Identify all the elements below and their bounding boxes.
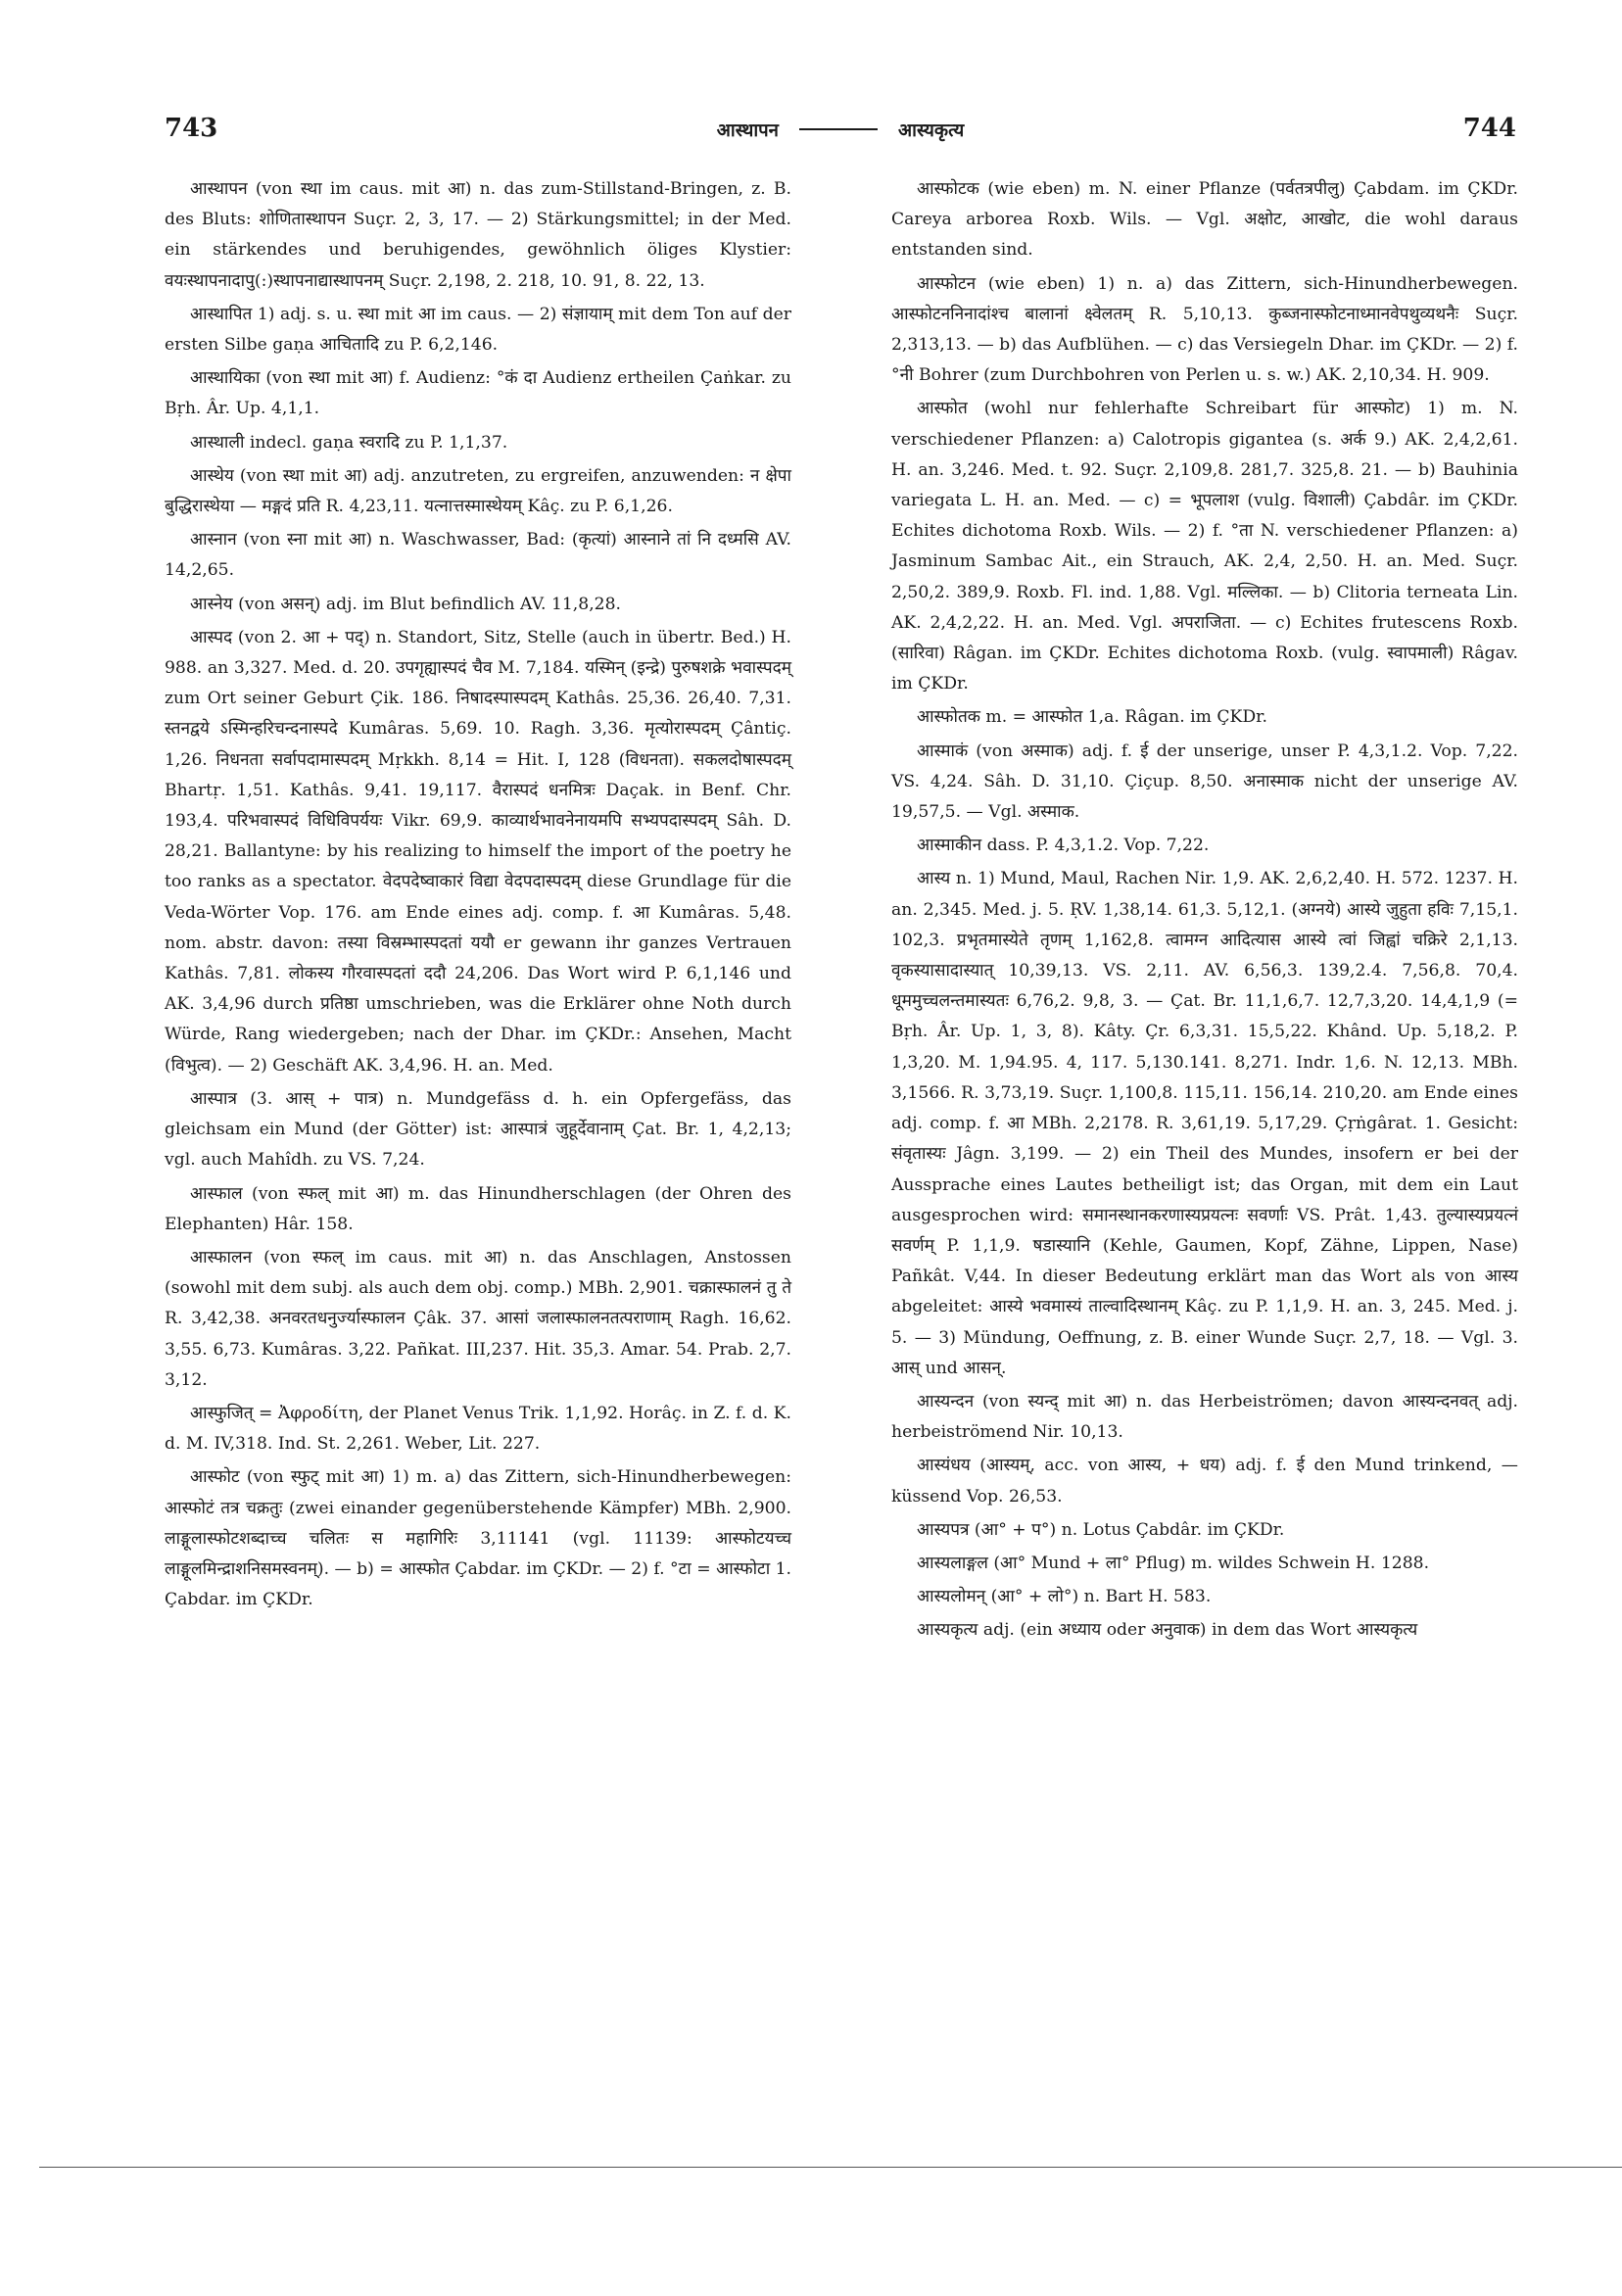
page-header — [165, 114, 1516, 153]
entry-asthapana: आस्थापन (von स्था im caus. mit आ) n. das zum-Stillstand-Bringen, z. B. des Bluts: शोणितास्थापन Suçr. 2, 3, 17. — 2) Stärkungsmittel; in der Med. ein stärkendes und beruhigendes, gewöhnlich öliges Klystier: वयःस्थापनादापु(:)स्थापनाद्यास्थापनम् Suçr. 2,198, 2. 218, 10. 91, 8. 22, 13. — [165, 179, 791, 291]
entry-asyaloman: आस्यलोमन् (आ° + लो°) n. Bart H. 583. — [917, 1587, 1212, 1607]
entry-asyamdhaya: आस्यंधय (आस्यम्, acc. von आस्य, + धय) adj. f. ई den Mund trinkend, — küssend Vop. 26,53. — [891, 1456, 1518, 1507]
entry-asyapatra: आस्यपत्र (आ° + प°) n. Lotus Çabdâr. im ÇKDr. — [917, 1519, 1285, 1540]
title-dash — [799, 128, 878, 130]
entry-asphotaka-2: आस्फोतक m. = आस्फोत 1,a. Râgan. im ÇKDr. — [917, 707, 1267, 728]
right-column — [891, 174, 1518, 1650]
entry-astheya: आस्थेय (von स्था mit आ) adj. anzutreten, zu ergreifen, anzuwenden: न क्षेपा बुद्धिरास्थेया — मङ्गदं प्रति R. 4,23,11. यत्नात्तस्मास्थेयम् Kâç. zu P. 6,1,26. — [165, 465, 791, 517]
entry-asphala: आस्फाल (von स्फल् mit आ) m. das Hinundherschlagen (der Ohren des Elephanten) Hâr. 158. — [165, 1183, 791, 1234]
page-number-left: 743 — [165, 114, 218, 143]
running-title-left: आस्थापन — [716, 120, 779, 141]
entry-asphujit: आस्फुजित् = Ἀφροδίτη, der Planet Venus Trik. 1,1,92. Horâç. in Z. f. d. K. d. M. IV,318. Ind. St. 2,261. Weber, Lit. 227. — [165, 1403, 791, 1455]
entry-asyandana: आस्यन्दन (von स्यन्द् mit आ) n. das Herbeiströmen; davon आस्यन्दनवत् adj. herbeiströmend Nir. 10,13. — [891, 1391, 1518, 1443]
entry-asthapita: आस्थापित 1) adj. s. u. स्था mit आ im caus. — 2) संज्ञायाम् mit dem Ton auf der ersten Silbe gaṇa आचितादि zu P. 6,2,146. — [165, 304, 791, 356]
entry-asphota: आस्फोट (von स्फुट् mit आ) 1) m. a) das Zittern, sich-Hinundherbewegen: आस्फोटं तत्र चक्रतुः (zwei einander gegenüberstehende Kämpfer) MBh. 2,900. लाङ्गूलास्फोटशब्दाच्च चलितः स महागिरिः 3,11141 (vgl. 11139: आस्फोटयच्च लाङ्गूलमिन्द्राशनिसमस्वनम्). — b) = आस्फोत Çabdar. im ÇKDr. — 2) f. °टा = आस्फोटा 1. Çabdar. im ÇKDr. — [165, 1467, 792, 1610]
entry-asphotana: आस्फोटन (wie eben) 1) n. a) das Zittern, sich-Hinundherbewegen. आस्फोटननिनादांश्च बालानां क्ष्वेलतम् R. 5,10,13. कुब्जनास्फोटनाध्मानवेपथुव्यथनैः Suçr. 2,313,13. — b) das Aufblühen. — c) das Versiegeln Dhar. im ÇKDr. — 2) f. °नी Bohrer (zum Durchbohren von Perlen u. s. w.) AK. 2,10,34. H. 909. — [891, 273, 1518, 386]
running-title-right: आस्यकृत्य — [898, 120, 965, 141]
left-column — [165, 174, 791, 1618]
entry-asnana: आस्नान (von स्ना mit आ) n. Waschwasser, Bad: (कृत्यां) आस्नाने तां नि दध्मसि AV. 14,2,65. — [165, 530, 791, 581]
entry-asmakina: आस्माकीन dass. P. 4,3,1.2. Vop. 7,22. — [917, 836, 1210, 856]
entry-asthali: आस्थाली indecl. gaṇa स्वरादि zu P. 1,1,37. — [190, 432, 508, 453]
entry-asneya: आस्नेय (von असन्) adj. im Blut befindlich AV. 11,8,28. — [190, 594, 622, 614]
entry-aspatra: आस्पात्र (3. आस् + पात्र) n. Mundgefäss d. h. ein Opfergefäss, das gleichsam ein Mund (der Götter) ist: आस्पात्रं जुहूर्देवानाम् Çat. Br. 1, 4,2,13; vgl. auch Mahîdh. zu VS. 7,24. — [165, 1088, 791, 1171]
running-title — [165, 114, 1516, 143]
entry-asthayika: आस्थायिका (von स्था mit आ) f. Audienz: °कं दा Audienz ertheilen Çaṅkar. zu Bṛh. Âr. Up. 4,1,1. — [165, 368, 791, 419]
entry-asphotaka: आस्फोटक (wie eben) m. N. einer Pflanze (पर्वतत्रपीलु) Çabdam. im ÇKDr. Careya arborea Roxb. Wils. — Vgl. अक्षोट, आखोट, die wohl daraus entstanden sind. — [891, 179, 1518, 261]
entry-asphota-2: आस्फोत (wohl nur fehlerhafte Schreibart für आस्फोट) 1) m. N. verschiedener Pflanzen: a) Calotropis gigantea (s. अर्क 9.) AK. 2,4,2,61. H. an. 3,246. Med. t. 92. Suçr. 2,109,8. 281,7. 325,8. 21. — b) Bauhinia variegata L. H. an. Med. — c) = भूपलाश (vulg. विशाली) Çabdâr. im ÇKDr. Echites dichotoma Roxb. Wils. — 2) f. °ता N. verschiedener Pflanzen: a) Jasminum Sambac Ait., ein Strauch, AK. 2,4, 2,50. H. an. Med. Suçr. 2,50,2. 389,9. Roxb. Fl. ind. 1,88. Vgl. मल्लिका. — b) Clitoria terneata Lin. AK. 2,4,2,22. H. an. Med. Vgl. अपराजिता. — c) Echites frutescens Roxb. (सारिवा) Râgan. im ÇKDr. Echites dichotoma Roxb. (vulg. स्वापमाली) Râgav. im ÇKDr. — [891, 399, 1518, 694]
entry-asphalana: आस्फालन (von स्फल् im caus. mit आ) n. das Anschlagen, Anstossen (sowohl mit dem subj. als auch dem obj. comp.) MBh. 2,901. चक्रास्फालनं तु ते R. 3,42,38. अनवरतधनुर्ज्यास्फालन Çâk. 37. आसां जलास्फालनतत्पराणाम् Ragh. 16,62. 3,55. 6,73. Kumâras. 3,22. Pañkat. III,237. Hit. 35,3. Amar. 54. Prab. 2,7. 3,12. — [165, 1247, 791, 1390]
entry-asyakrtya: आस्यकृत्य adj. (ein अध्याय oder अनुवाक) in dem das Wort आस्यकृत्य — [917, 1620, 1418, 1641]
entry-asyalangala: आस्यलाङ्गल (आ° Mund + ला° Pflug) m. wildes Schwein H. 1288. — [917, 1553, 1430, 1573]
entry-asya: आस्य n. 1) Mund, Maul, Rachen Nir. 1,9. AK. 2,6,2,40. H. 572. 1237. H. an. 2,345. Med. j. 5. ṚV. 1,38,14. 61,3. 5,12,1. (अग्नये) आस्ये जुहुता हविः 7,15,1. 102,3. प्रभृतमास्येते तृणम् 1,162,8. त्वामग्न आदित्यास आस्ये त्वां जिह्वां चक्रिरे 2,1,13. वृकस्यासादास्यात् 10,39,13. VS. 2,11. AV. 6,56,3. 139,2.4. 7,56,8. 70,4. धूममुच्चलन्तमास्यतः 6,76,2. 9,8, 3. — Çat. Br. 11,1,6,7. 12,7,3,20. 14,4,1,9 (= Bṛh. Âr. Up. 1, 3, 8). Kâty. Çr. 6,3,31. 15,5,22. Khând. Up. 5,18,2. P. 1,3,20. M. 1,94.95. 4, 117. 5,130.141. 8,271. Indr. 1,6. N. 12,13. MBh. 3,1566. R. 3,73,19. Suçr. 1,100,8. 115,11. 156,14. 210,20. am Ende eines adj. comp. f. आ MBh. 2,2178. R. 3,61,19. 5,17,29. Çṛṅgârat. 1. Gesicht: संवृतास्यः Jâgn. 3,199. — 2) ein Theil des Mundes, insofern er bei der Aussprache eines Lautes betheiligt ist; das Organ, mit dem ein Laut ausgesprochen wird: समानस्थानकरणास्यप्रयत्नः सवर्णाः VS. Prât. 1,43. तुल्यास्यप्रयत्नं सवर्णम् P. 1,1,9. षडास्यानि (Kehle, Gaumen, Kopf, Zähne, Lippen, Nase) Pañkât. V,44. In dieser Bedeutung erklärt man das Wort als von आस्य abgeleitet: आस्ये भवमास्यं ताल्वादिस्थानम् Kâç. zu P. 1,1,9. H. an. 3, 245. Med. j. 5. — 3) Mündung, Oeffnung, z. B. einer Wunde Suçr. 2,7, 18. — Vgl. 3. आस् und आसन्. — [891, 869, 1518, 1378]
entry-aspada: आस्पद (von 2. आ + पद्) n. Standort, Sitz, Stelle (auch in übertr. Bed.) H. 988. an 3,327. Med. d. 20. उपगृह्यास्पदं चैव M. 7,184. यस्मिन् (इन्द्रे) पुरुषशक्रे भवास्पदम् zum Ort seiner Geburt Çik. 186. निषादस्पास्पदम् Kathâs. 25,36. 26,40. 7,31. स्तनद्वये ऽस्मिन्हरिचन्दनास्पदे Kumâras. 5,69. 10. Ragh. 3,36. मृत्योरास्पदम् Çântiç. 1,26. निधनता सर्वापदामास्पदम् Mṛkkh. 8,14 = Hit. I, 128 (विधनता). सकलदोषास्पदम् Bhartṛ. 1,51. Kathâs. 9,41. 19,117. वैरास्पदं धनमित्रः Daçak. in Benf. Chr. 193,4. परिभवास्पदं विधिविपर्ययः Vikr. 69,9. काव्यार्थभावनेनायमपि सभ्यपदास्पदम् Sâh. D. 28,21. Ballantyne: by his realizing to himself the import of the poetry he too ranks as a spectator. वेदपदेष्वाकारं विद्या वेदपदास्पदम् diese Grundlage für die Veda-Wörter Vop. 176. am Ende eines adj. comp. f. आ Kumâras. 5,48. nom. abstr. davon: तस्या विस्रम्भास्पदतां ययौ er gewann ihr ganzes Vertrauen Kathâs. 7,81. लोकस्य गौरवास्पदतां ददौ 24,206. Das Wort wird P. 6,1,146 und AK. 3,4,96 durch प्रतिष्ठा umschrieben, was die Erklärer ohne Noth durch Würde, Rang wiedergeben; nach der Dhar. im ÇKDr.: Ansehen, Macht (विभुत्व). — 2) Geschäft AK. 3,4,96. H. an. Med. — [165, 627, 791, 1076]
footer-rule — [39, 2167, 1622, 2168]
page-number-right: 744 — [1462, 114, 1516, 143]
entry-asmaka: आस्माकं (von अस्माक) adj. f. ई der unserige, unser P. 4,3,1.2. Vop. 7,22. VS. 4,24. Sâh. D. 31,10. Çiçup. 8,50. अनास्माक nicht der unserige AV. 19,57,5. — Vgl. अस्माक. — [891, 741, 1518, 823]
